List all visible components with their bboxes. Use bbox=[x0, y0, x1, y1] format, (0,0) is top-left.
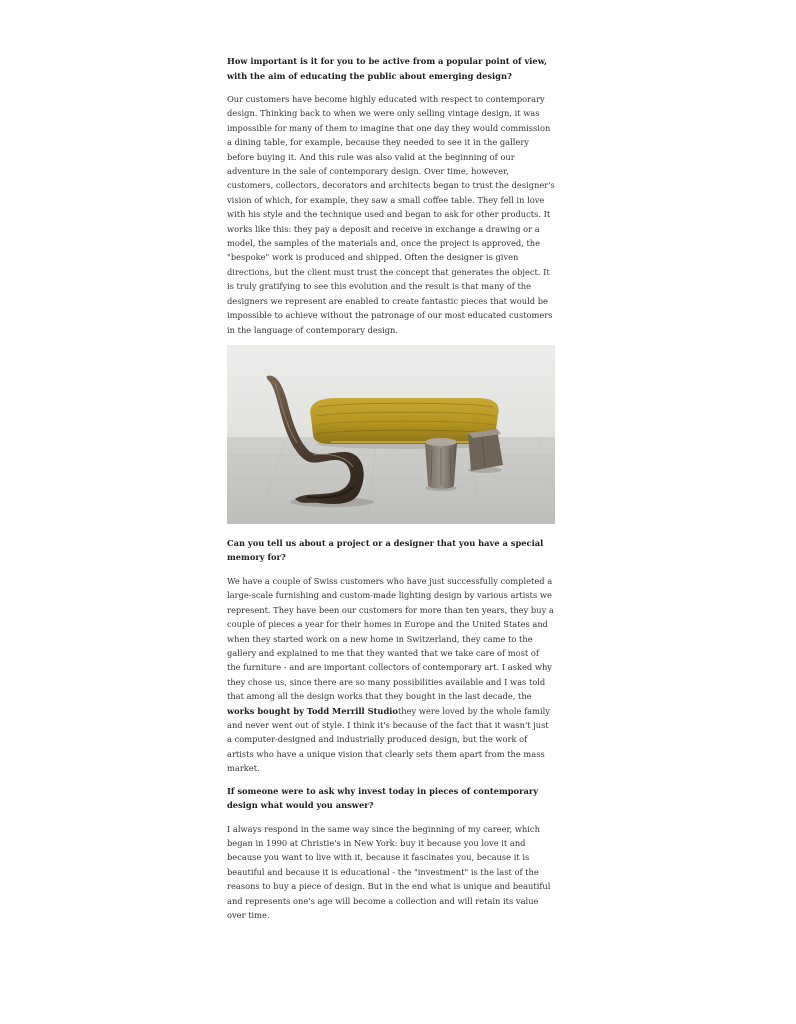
answer-paragraph: I always respond in the same way since the beginning of my career, which began in 1990 at Christie's in New York: buy it because you love it and because you want to live with it, because it fascinates you, because it is beautiful and because it is educational - the "investment" is the last of the reasons to buy a piece of design. But in the end what is unique and beautiful and represents one's age will become a collection and will retain its value over time. bbox=[227, 823, 551, 921]
question-heading: How important is it for you to be active from a popular point of view, with the aim of educating the public about emerging design? bbox=[227, 56, 548, 81]
answer-paragraph bbox=[227, 574, 555, 776]
answer-paragraph: Our customers have become highly educated with respect to contemporary design. Thinking back to when we were only selling vintage design, it was impossible for many of them to imagine that one day they would commission a dining table, for example, because they needed to see it in the gallery before buying it. And this rule was also valid at the beginning of our adventure in the sale of contemporary design. Over time, however, customers, collectors, decorators and architects began to trust the designer's vision of which, for example, they saw a small coffee table. They fell in love with his style and the technique used and began to ask for other products. It works like this: they pay a deposit and receive in exchange a drawing or a model, the samples of the materials and, once the project is approved, the "bespoke" work is produced and shipped. Often the designer is given directions, but the client must trust the concept that generates the object. It is truly gratifying to see this evolution and the result is that many of the designers we represent are enabled to create fantastic pieces that would be impossible to achieve without the patronage of our most educated customers in the language of contemporary design. bbox=[227, 94, 555, 335]
answer-text: We have a couple of Swiss customers who have just successfully completed a large-scale furnishing and custom-made lighting design by various artists we represent. They have been our customers for more than ten years, they buy a couple of pieces a year for their homes in Europe and the United States and when they started work on a new home in Switzerland, they came to the gallery and explained to me that they wanted that we take care of most of the furniture - and are important collectors of contemporary art. I asked why they chose us, since there are so many possibilities available and I was told that among all the design works that they bought in the last decade, the bbox=[227, 575, 554, 702]
stool-round bbox=[425, 438, 457, 491]
question-heading: If someone were to ask why invest today in pieces of contemporary design what would you answer? bbox=[227, 785, 539, 811]
floor bbox=[227, 437, 555, 524]
studio-link-text: works bought by Todd Merrill Studio bbox=[227, 705, 398, 716]
article bbox=[227, 54, 555, 922]
question-heading: Can you tell us about a project or a designer that you have a special memory for? bbox=[227, 537, 544, 563]
furniture-photo bbox=[227, 345, 555, 524]
answer-text: they were loved by the whole family and never went out of style. I think it's because of the fact that it wasn't just a computer-designed and industrially produced design, but the work of artists who have a unique vision that clearly sets them apart from the mass market. bbox=[227, 705, 550, 774]
